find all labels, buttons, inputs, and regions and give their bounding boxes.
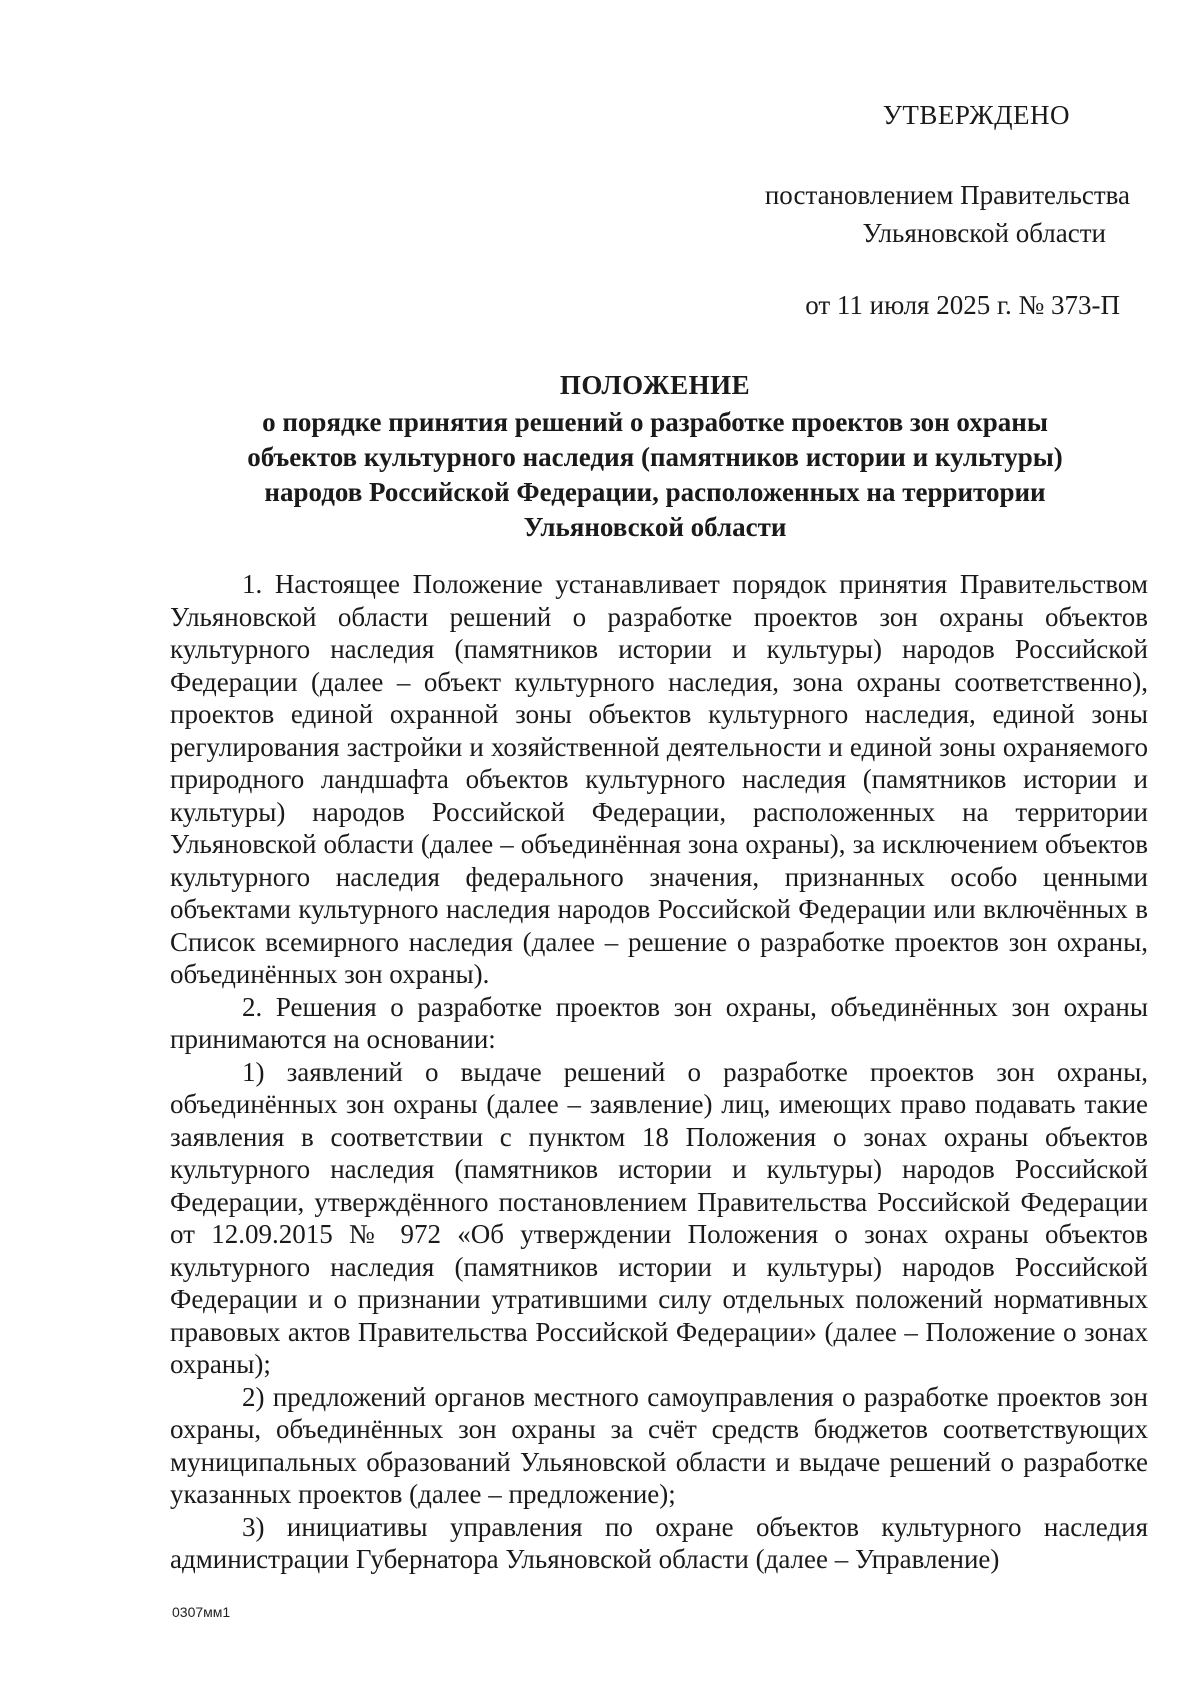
approved-stamp: УТВЕРЖДЕНО (882, 100, 1070, 130)
paragraph-1: 1. Настоящее Положение устанавливает порядок принятия Правительством Ульяновской области решений о разработке проектов зон охраны объектов культурного наследия (памятников истории и культуры) народов Российской Федерации (далее – объект культурного наследия, зона охраны соответственно), проектов единой охранной зоны объектов культурного наследия, единой зоны регулирования застройки и хозяйственной деятельности и единой зоны охраняемого природного ландшафта объектов культурного наследия (памятников истории и культуры) народов Российской Федерации, расположенных на территории Ульяновской области (далее – объединённая зона охраны), за исключением объектов культурного наследия федерального значения, признанных особо ценными объектами культурного наследия народов Российской Федерации или включённых в Список всемирного наследия (далее – решение о разработке проектов зон охраны, объединённых зон охраны). (170, 569, 1148, 989)
approval-date-line: от 11 июля 2025 г. № 373-П (805, 290, 1120, 320)
document-title (160, 368, 1150, 545)
footer-document-code: 0307мм1 (172, 1604, 231, 1620)
title-line: объектов культурного наследия (памятников истории и культуры) (247, 442, 1063, 472)
approved-by-line: постановлением Правительства (764, 180, 1130, 210)
paragraph-2: 2. Решения о разработке проектов зон охраны, объединённых зон охраны принимаются на основании: (170, 991, 1148, 1054)
approved-region-line: Ульяновской области (862, 218, 1106, 248)
title-line: Ульяновской области (523, 512, 787, 542)
paragraph-2-item-3: 3) инициативы управления по охране объектов культурного наследия администрации Губернатора Ульяновской области (далее – Управление) (170, 1511, 1148, 1574)
title-line: о порядке принятия решений о разработке проектов зон охраны (262, 407, 1048, 437)
title-line: народов Российской Федерации, расположенных на территории (264, 477, 1046, 507)
paragraph-2-item-1: 1) заявлений о выдаче решений о разработке проектов зон охраны, объединённых зон охраны (далее – заявление) лиц, имеющих право подавать такие заявления в соответствии с пунктом 18 Положения о зонах охраны объектов культурного наследия (памятников истории и культуры) народов Российской Федерации, утверждённого постановлением Правительства Российской Федерации от 12.09.2015 № 972 «Об утверждении Положения о зонах охраны объектов культурного наследия (памятников истории и культуры) народов Российской Федерации и о признании утратившими силу отдельных положений нормативных правовых актов Правительства Российской Федерации» (далее – Положение о зонах охраны); (170, 1056, 1148, 1379)
title-main: ПОЛОЖЕНИЕ (559, 370, 751, 400)
approval-block (710, 96, 1130, 324)
document-body (170, 568, 1148, 1576)
paragraph-2-item-2: 2) предложений органов местного самоуправления о разработке проектов зон охраны, объединённых зон охраны за счёт средств бюджетов соответствующих муниципальных образований Ульяновской области и выдаче решений о разработке указанных проектов (далее – предложение); (170, 1381, 1148, 1509)
